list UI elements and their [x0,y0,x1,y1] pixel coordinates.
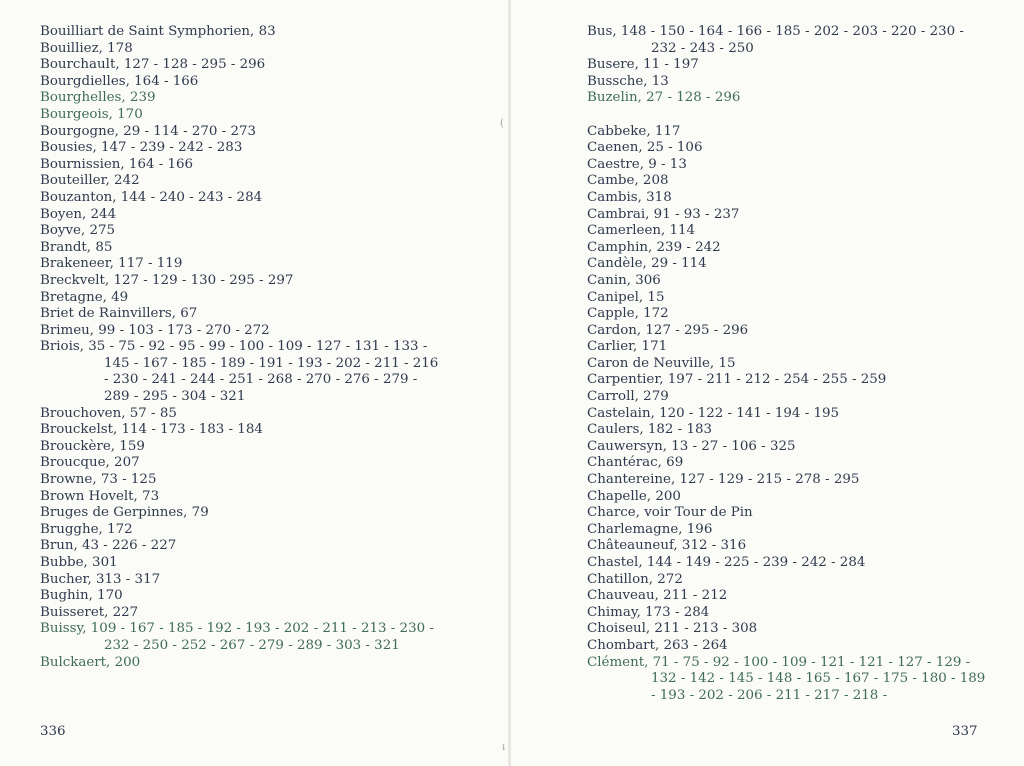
index-entry: Boyve, 275 [40,223,116,239]
index-entry: Broucque, 207 [40,455,140,471]
index-entry: Bouilliez, 178 [40,40,133,56]
index-entry: Bournissien, 164 - 166 [40,156,194,172]
index-entry: Bughin, 170 [40,588,123,604]
index-entry: Briet de Rainvillers, 67 [40,306,198,322]
index-entry: Brandt, 85 [40,239,113,255]
index-entry: Bourgogne, 29 - 114 - 270 - 273 [40,123,257,139]
index-entry: Browne, 73 - 125 [40,472,157,488]
index-entry: Chantereine, 127 - 129 - 215 - 278 - 295 [587,472,860,488]
index-entry: Brimeu, 99 - 103 - 173 - 270 - 272 [40,322,270,338]
index-entry: Capple, 172 [587,306,669,322]
index-entry: Bus, 148 - 150 - 164 - 166 - 185 - 202 - 203 - 220 - 230 - 232 - 243 - 250 [587,24,964,56]
index-entry: Bouteiller, 242 [40,173,140,189]
index-entry: Cambe, 208 [587,173,669,189]
page-number: 337 [952,724,978,739]
index-entry: Brouckère, 159 [40,438,145,454]
index-entry: Bouzanton, 144 - 240 - 243 - 284 [40,189,263,205]
left-page [0,0,508,766]
spine-mark: ( [500,118,504,129]
index-entry: Camphin, 239 - 242 [587,239,721,255]
index-entry: Candèle, 29 - 114 [587,256,707,272]
index-entry: Charce, voir Tour de Pin [587,505,753,521]
index-entry: Boyen, 244 [40,206,117,222]
index-entry: Chimay, 173 - 284 [587,604,710,620]
index-entry: Caenen, 25 - 106 [587,140,703,156]
index-entry: Brouckelst, 114 - 173 - 183 - 184 [40,422,263,438]
index-entry: Choiseul, 211 - 213 - 308 [587,621,758,637]
index-entry: Bubbe, 301 [40,555,118,570]
index-entry: Cardon, 127 - 295 - 296 [587,322,749,338]
index-entry: Bussche, 13 [587,73,669,89]
index-entry: Brun, 43 - 226 - 227 [40,538,177,554]
index-entry: Cambis, 318 [587,189,672,205]
index-entry: Breckvelt, 127 - 129 - 130 - 295 - 297 [40,272,294,288]
index-entry: Castelain, 120 - 122 - 141 - 194 - 195 [587,405,840,421]
index-list-right [587,24,987,704]
index-entry: Brown Hovelt, 73 [40,488,160,504]
index-entry: Bourgdielles, 164 - 166 [40,73,199,89]
index-entry: Bucher, 313 - 317 [40,571,161,587]
index-entry: Bousies, 147 - 239 - 242 - 283 [40,140,243,156]
index-entry: Buissy, 109 - 167 - 185 - 192 - 193 - 202 - 211 - 213 - 230 - 232 - 250 - 252 - 267 - 279 - 289 - 303 - 321 [40,621,434,653]
right-page [512,0,1024,766]
index-entry: Chastel, 144 - 149 - 225 - 239 - 242 - 284 [587,555,866,570]
index-entry: Bruges de Gerpinnes, 79 [40,505,209,521]
index-entry: Brugghe, 172 [40,521,133,537]
index-entry: Bulckaert, 200 [40,654,141,670]
index-entry: Caulers, 182 - 183 [587,422,713,438]
spine-mark: ı [502,742,506,753]
page-number: 336 [40,724,66,739]
index-entry: Chauveau, 211 - 212 [587,588,728,604]
index-entry: Brakeneer, 117 - 119 [40,256,183,272]
book-gutter [508,0,511,766]
index-entry: Châteauneuf, 312 - 316 [587,538,747,554]
index-entry: Buzelin, 27 - 128 - 296 [587,90,741,106]
section-gap [587,107,987,124]
index-entry: Caron de Neuville, 15 [587,355,736,371]
index-entry: Chombart, 263 - 264 [587,637,728,653]
index-entry: Chatillon, 272 [587,571,683,587]
index-entry: Brouchoven, 57 - 85 [40,405,177,421]
index-entry: Busere, 11 - 197 [587,57,699,73]
index-entry: Caestre, 9 - 13 [587,156,687,172]
index-entry: Camerleen, 114 [587,223,696,239]
index-entry: Canin, 306 [587,272,661,288]
index-entry: Bouilliart de Saint Symphorien, 83 [40,24,276,39]
index-entry: Canipel, 15 [587,289,665,305]
index-entry: Cambrai, 91 - 93 - 237 [587,206,740,222]
index-entry: Cauwersyn, 13 - 27 - 106 - 325 [587,438,796,454]
index-entry: Clément, 71 - 75 - 92 - 100 - 109 - 121 - 121 - 127 - 129 - 132 - 142 - 145 - 148 - 165 - 167 - 175 - 180 - 189 - 193 - 202 - 206 - 211 - 217 - 218 - [587,654,986,703]
index-entry: Buisseret, 227 [40,604,139,620]
index-entry: Carroll, 279 [587,389,669,405]
index-entry: Carlier, 171 [587,339,668,355]
index-entry: Chapelle, 200 [587,488,681,504]
index-entry: Bourchault, 127 - 128 - 295 - 296 [40,57,266,73]
index-entry: Bourgeois, 170 [40,106,143,122]
index-entry: Bourghelles, 239 [40,90,156,106]
index-entry: Bretagne, 49 [40,289,129,305]
index-entry: Cabbeke, 117 [587,123,681,139]
index-entry: Charlemagne, 196 [587,521,713,537]
index-entry: Briois, 35 - 75 - 92 - 95 - 99 - 100 - 109 - 127 - 131 - 133 - 145 - 167 - 185 - 189 - 191 - 193 - 202 - 211 - 216 - 230 - 241 - 244 - 251 - 268 - 270 - 276 - 279 - 289 - 295 - 304 - 321 [40,339,439,405]
index-entry: Carpentier, 197 - 211 - 212 - 254 - 255 - 259 [587,372,887,388]
index-entry: Chantérac, 69 [587,455,684,471]
index-list-left [40,24,440,671]
